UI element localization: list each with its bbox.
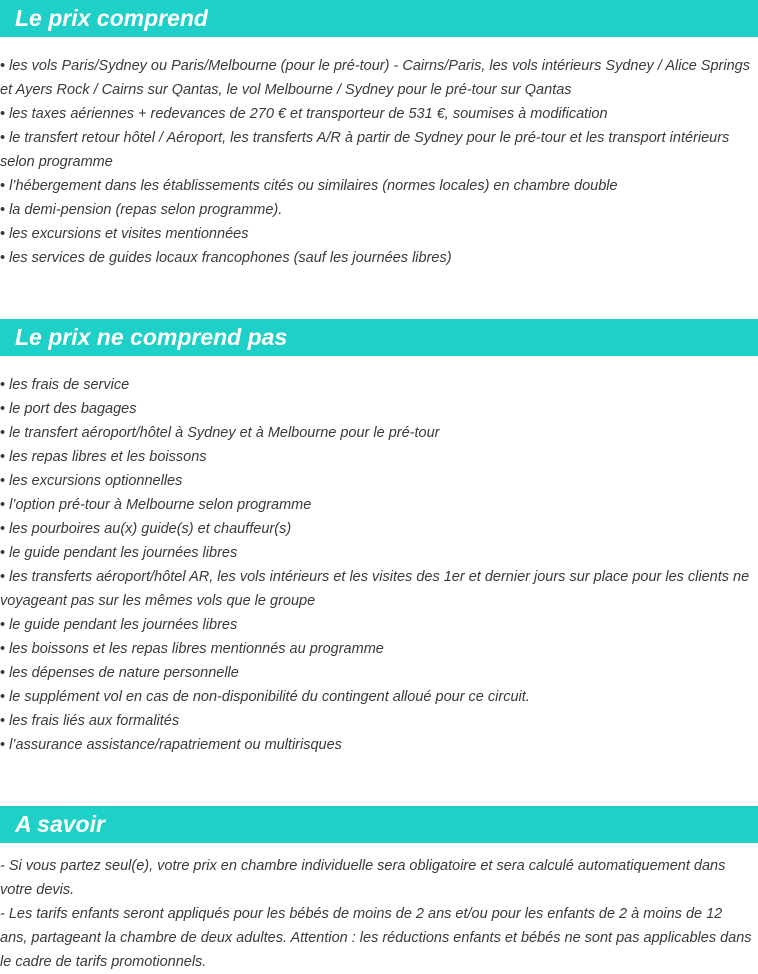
section-title-included: Le prix comprend [0,0,758,37]
list-item: • les services de guides locaux francophones (sauf les journées libres) [0,246,758,270]
list-item: • les dépenses de nature personnelle [0,661,758,685]
list-item: • l’option pré-tour à Melbourne selon programme [0,493,758,517]
list-item: • le guide pendant les journées libres [0,541,758,565]
list-item: • les taxes aériennes + redevances de 270 € et transporteur de 531 €, soumises à modification [0,102,758,126]
list-item: • les repas libres et les boissons [0,445,758,469]
list-item: • le supplément vol en cas de non-disponibilité du contingent alloué pour ce circuit. [0,685,758,709]
section-title-not-included: Le prix ne comprend pas [0,319,758,356]
list-item: • le transfert retour hôtel / Aéroport, les transferts A/R à partir de Sydney pour le pré-tour et les transport intérieurs selon programme [0,126,758,174]
list-item: • les boissons et les repas libres mentionnés au programme [0,637,758,661]
info-paragraph: - Si vous partez seul(e), votre prix en chambre individuelle sera obligatoire et sera calculé automatiquement dans votre devis. [0,858,726,898]
good-to-know-text [0,854,752,974]
info-paragraph: - Les tarifs enfants seront appliqués pour les bébés de moins de 2 ans et/ou pour les enfants de 2 à moins de 12 ans, partageant la chambre de deux adultes. Attention : les réductions enfants et bébés ne sont pas applicables dans le cadre de tarifs promotionnels. [0,906,752,970]
list-item: • les excursions et visites mentionnées [0,222,758,246]
list-item: • les pourboires au(x) guide(s) et chauffeur(s) [0,517,758,541]
section-title-good-to-know: A savoir [0,806,758,843]
list-item: • la demi-pension (repas selon programme). [0,198,758,222]
list-item: • les excursions optionnelles [0,469,758,493]
list-item: • les vols Paris/Sydney ou Paris/Melbourne (pour le pré-tour) - Cairns/Paris, les vols intérieurs Sydney / Alice Springs et Ayers Rock / Cairns sur Qantas, le vol Melbourne / Sydney pour le pré-tour sur Qantas [0,54,758,102]
list-item: • le port des bagages [0,397,758,421]
list-item: • l’assurance assistance/rapatriement ou multirisques [0,733,758,757]
included-list [0,54,758,270]
list-item: • le transfert aéroport/hôtel à Sydney et à Melbourne pour le pré-tour [0,421,758,445]
list-item: • l’hébergement dans les établissements cités ou similaires (normes locales) en chambre double [0,174,758,198]
list-item: • les frais liés aux formalités [0,709,758,733]
list-item: • les transferts aéroport/hôtel AR, les vols intérieurs et les visites des 1er et dernier jours sur place pour les clients ne voyageant pas sur les mêmes vols que le groupe [0,565,758,613]
not-included-list [0,373,758,757]
list-item: • le guide pendant les journées libres [0,613,758,637]
list-item: • les frais de service [0,373,758,397]
